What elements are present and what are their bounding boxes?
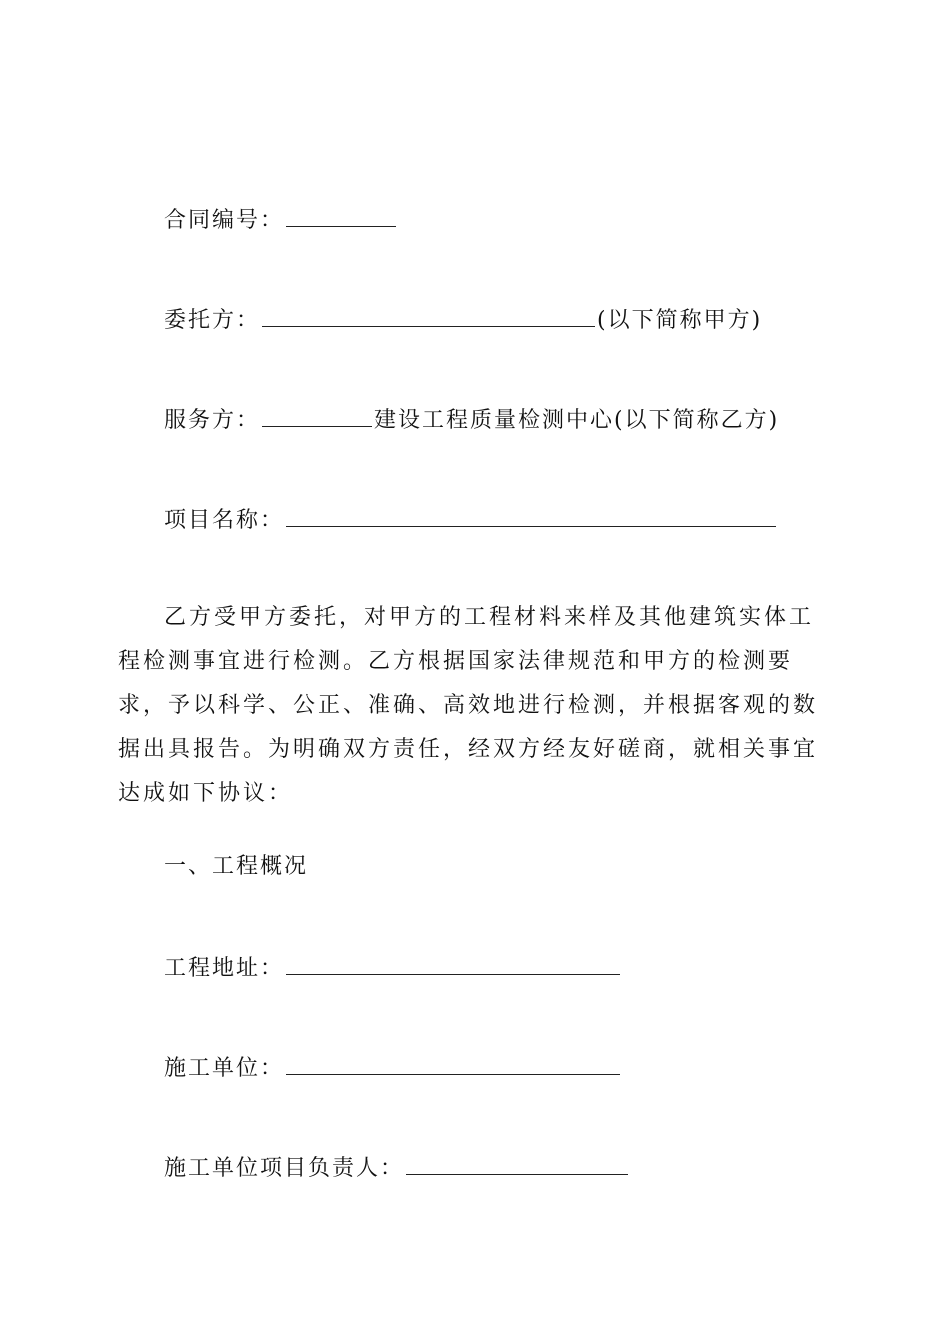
project-address-line xyxy=(164,952,622,984)
contract-number-label: 合同编号： xyxy=(164,208,285,233)
project-address-label: 工程地址： xyxy=(164,956,285,981)
client-label: 委托方： xyxy=(164,308,261,333)
intro-text: 乙方受甲方委托，对甲方的工程材料来样及其他建筑实体工程检测事宜进行检测。乙方根据国家法律规范和甲方的检测要求，予以科学、公正、准确、高效地进行检测，并根据客观的数据出具报告。为明确双方责任，经双方经友好磋商，就相关事宜达成如下协议： xyxy=(118,605,819,806)
service-suffix: 建设工程质量检测中心(以下简称乙方) xyxy=(374,408,780,433)
project-name-label: 项目名称： xyxy=(164,508,285,533)
client-line xyxy=(164,304,762,336)
contractor-blank xyxy=(286,1052,620,1075)
project-name-blank xyxy=(286,504,776,527)
contractor-manager-label: 施工单位项目负责人： xyxy=(164,1156,405,1181)
client-blank xyxy=(262,304,595,327)
service-blank xyxy=(262,404,372,427)
service-label: 服务方： xyxy=(164,408,261,433)
contractor-manager-blank xyxy=(406,1152,628,1175)
project-address-blank xyxy=(286,952,620,975)
project-name-line xyxy=(164,504,778,536)
section-heading: 一、工程概况 xyxy=(164,854,309,879)
contractor-label: 施工单位： xyxy=(164,1056,285,1081)
intro-paragraph xyxy=(118,596,838,816)
contractor-manager-line xyxy=(164,1152,630,1184)
service-line xyxy=(164,404,779,436)
client-suffix: (以下简称甲方) xyxy=(597,308,763,333)
contract-number-line xyxy=(164,204,398,236)
contract-number-blank xyxy=(286,204,396,227)
contractor-line xyxy=(164,1052,622,1084)
